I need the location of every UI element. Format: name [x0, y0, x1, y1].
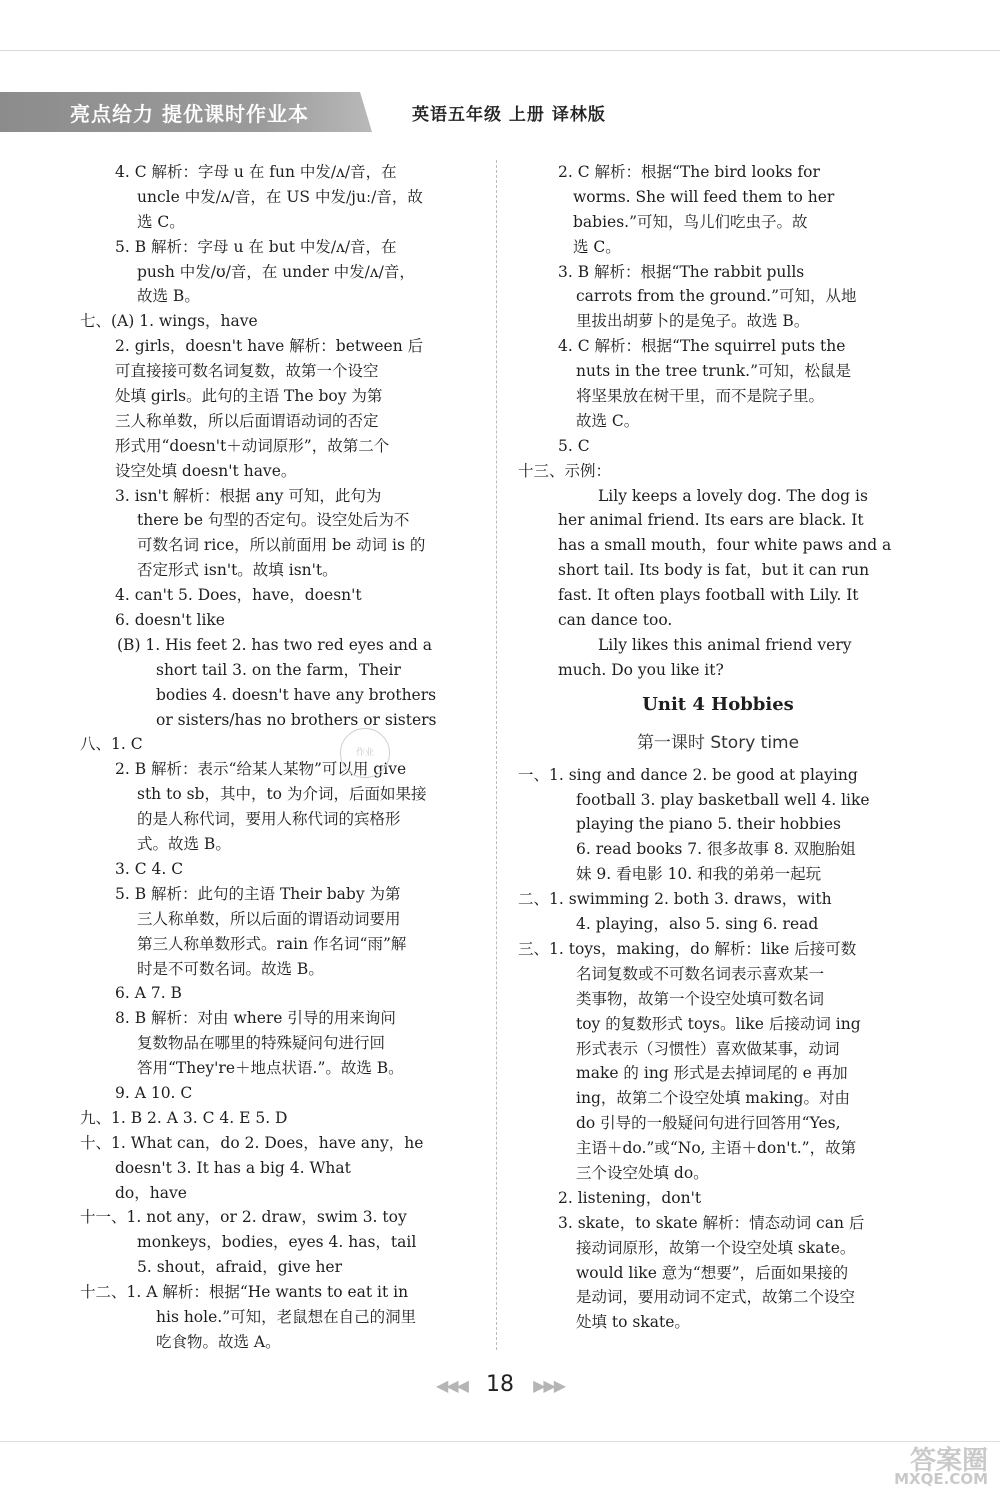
answer-line: football 3. play basketball well 4. like — [576, 790, 870, 809]
answer-line: 第三人称单数形式。rain 作名词“雨”解 — [137, 934, 407, 953]
page-header — [0, 92, 1000, 132]
answer-line: 形式表示（习惯性）喜欢做某事，动词 — [576, 1039, 840, 1058]
answer-line: 三、1. toys，making，do 解析：like 后接可数 — [518, 939, 857, 958]
answer-line: 设空处填 doesn't have。 — [115, 461, 297, 480]
site-watermark — [820, 1440, 1000, 1491]
answer-line: 七、(A) 1. wings，have — [80, 312, 258, 331]
answer-line: 9. A 10. C — [115, 1083, 193, 1102]
answer-line: fast. It often plays football with Lily. It — [558, 586, 859, 605]
answer-line: sth to sb，其中，to 为介词，后面如果接 — [137, 785, 427, 804]
answer-line: 5. C — [558, 436, 590, 455]
answer-line: 十、1. What can，do 2. Does，have any，he — [80, 1133, 424, 1152]
right-column — [518, 160, 918, 1335]
answer-line: playing the piano 5. their hobbies — [576, 815, 841, 834]
right-column-answers — [518, 160, 918, 683]
answer-line: do 引导的一般疑问句进行回答用“Yes, — [576, 1114, 841, 1133]
answer-line: Lily keeps a lovely dog. The dog is — [598, 486, 868, 505]
answer-line: 三人称单数，所以后面的谓语动词要用 — [137, 909, 401, 928]
answer-line: 5. B 解析：字母 u 在 but 中发/ʌ/音，在 — [115, 237, 397, 256]
next-arrows-icon: ▶▶▶ — [533, 1376, 565, 1395]
answer-line: 类事物，故第一个设空处填可数名词 — [576, 989, 825, 1008]
unit-title: Unit 4 Hobbies — [642, 693, 794, 715]
answer-line: worms. She will feed them to her — [573, 187, 835, 206]
answer-line: 复数物品在哪里的特殊疑问句进行回 — [137, 1034, 386, 1053]
answer-line: 否定形式 isn't。故填 isn't。 — [137, 561, 338, 580]
answer-line: push 中发/ʊ/音，在 under 中发/ʌ/音， — [137, 262, 415, 281]
unit4-answers — [518, 763, 918, 1335]
lesson-title: 第一课时 Story time — [636, 732, 800, 753]
answer-line: 主语＋do.”或“No, 主语＋don't.”，故第 — [576, 1139, 857, 1158]
answer-line: 十三、示例： — [518, 461, 612, 480]
answer-line: 5. shout，afraid，give her — [137, 1258, 343, 1277]
left-column — [80, 160, 480, 1355]
answer-line: her animal friend. Its ears are black. It — [558, 511, 864, 530]
answer-line: bodies 4. doesn't have any brothers — [156, 685, 437, 704]
answer-line: do，have — [115, 1183, 187, 1202]
answer-line: doesn't 3. It has a big 4. What — [115, 1158, 351, 1177]
answer-line: 4. can't 5. Does，have，doesn't — [115, 586, 362, 605]
answer-line: make 的 ing 形式是去掉词尾的 e 再加 — [576, 1064, 848, 1083]
answer-line: 三个设空处填 do。 — [576, 1163, 709, 1182]
answer-line: 形式用“doesn't＋动词原形”，故第二个 — [115, 436, 390, 455]
answer-line: 2. C 解析：根据“The bird looks for — [558, 163, 820, 181]
answer-line: 的是人称代词，要用人称代词的宾格形 — [137, 810, 401, 829]
answer-line: would like 意为“想要”，后面如果接的 — [576, 1263, 849, 1282]
answer-line: 故选 C。 — [576, 411, 640, 430]
answer-line: 接动词原形，故第一个设空处填 skate。 — [576, 1238, 856, 1257]
stamp-mark: 作业 — [340, 728, 390, 778]
answer-line: 八、1. C — [80, 735, 143, 754]
answer-line: 2. girls，doesn't have 解析：between 后 — [115, 337, 424, 356]
column-divider — [496, 160, 498, 1350]
answer-line: babies.”可知，鸟儿们吃虫子。故 — [573, 212, 808, 231]
answer-line: 3. skate，to skate 解析：情态动词 can 后 — [558, 1213, 865, 1232]
answer-line: 名词复数或不可数名词表示喜欢某一 — [576, 964, 825, 983]
answer-line: 2. B 解析：表示“给某人某物”可以用 give — [115, 760, 407, 779]
answer-line: 二、1. swimming 2. both 3. draws，with — [518, 890, 832, 909]
answer-line: (B) 1. His feet 2. has two red eyes and a — [117, 635, 433, 654]
answer-line: 选 C。 — [573, 237, 621, 256]
answer-line: Lily likes this animal friend very — [598, 635, 852, 654]
book-subtitle: 英语五年级 上册 译林版 — [412, 105, 606, 125]
answer-line: 里拔出胡萝卜的是兔子。故选 B。 — [576, 312, 810, 331]
answer-line: carrots from the ground.”可知，从地 — [576, 287, 857, 306]
answer-line: 是动词，要用动词不定式，故第二个设空 — [576, 1288, 856, 1307]
answer-line: nuts in the tree trunk.”可知，松鼠是 — [576, 362, 852, 381]
book-title: 亮点给力 提优课时作业本 — [70, 102, 309, 126]
answer-line: 3. C 4. C — [115, 859, 184, 878]
answer-line: 将坚果放在树干里，而不是院子里。 — [576, 387, 825, 406]
answer-line: his hole.”可知，老鼠想在自己的洞里 — [156, 1307, 417, 1326]
answer-line: short tail. Its body is fat，but it can run — [558, 561, 870, 580]
answer-line: 处填 to skate。 — [576, 1313, 690, 1332]
answer-line: monkeys，bodies，eyes 4. has，tail — [137, 1233, 417, 1252]
answer-line: uncle 中发/ʌ/音，在 US 中发/juː/音，故 — [137, 187, 423, 206]
answer-line: 3. isn't 解析：根据 any 可知，此句为 — [115, 486, 382, 505]
answer-line: 故选 B。 — [137, 287, 200, 306]
answer-line: 妹 9. 看电影 10. 和我的弟弟一起玩 — [576, 865, 822, 884]
answer-line: 2. listening，don't — [558, 1188, 702, 1207]
answer-line: or sisters/has no brothers or sisters — [156, 710, 437, 729]
answer-line: 6. A 7. B — [115, 984, 182, 1003]
answer-line: 6. doesn't like — [115, 611, 225, 630]
page-footer — [0, 1372, 1000, 1402]
answer-line: 时是不可数名词。故选 B。 — [137, 959, 324, 978]
answer-line: 3. B 解析：根据“The rabbit pulls — [558, 262, 805, 281]
page-number: 18 — [486, 1372, 514, 1397]
answer-line: 可直接接可数名词复数，故第一个设空 — [115, 362, 379, 381]
watermark-url: MXQE.COM — [894, 1470, 988, 1488]
answer-line: 十一、1. not any，or 2. draw，swim 3. toy — [80, 1208, 407, 1227]
answer-line: 式。故选 B。 — [137, 835, 231, 854]
answer-line: 可数名词 rice，所以前面用 be 动词 is 的 — [137, 536, 426, 555]
answer-line: 处填 girls。此句的主语 The boy 为第 — [115, 387, 383, 406]
answer-line: 三人称单数，所以后面谓语动词的否定 — [115, 411, 379, 430]
answer-line: 4. C 解析：字母 u 在 fun 中发/ʌ/音，在 — [115, 163, 397, 181]
answer-line: 4. C 解析：根据“The squirrel puts the — [558, 337, 846, 356]
answer-line: 九、1. B 2. A 3. C 4. E 5. D — [80, 1108, 288, 1127]
answer-line: 4. playing，also 5. sing 6. read — [576, 915, 819, 934]
answer-line: 吃食物。故选 A。 — [156, 1332, 281, 1351]
answer-line: short tail 3. on the farm，Their — [156, 660, 401, 679]
answer-line: toy 的复数形式 toys。like 后接动词 ing — [576, 1014, 861, 1033]
answer-line: 一、1. sing and dance 2. be good at playing — [518, 765, 858, 784]
prev-arrows-icon: ◀◀◀ — [435, 1376, 467, 1395]
answer-line: 十二、1. A 解析：根据“He wants to eat it in — [80, 1283, 409, 1302]
watermark-logo: 答案圈 — [909, 1446, 988, 1476]
answer-line: ing，故第二个设空处填 making。对由 — [576, 1089, 850, 1108]
answer-line: 6. read books 7. 很多故事 8. 双胞胎姐 — [576, 840, 856, 859]
answer-line: 答用“They're＋地点状语.”。故选 B。 — [137, 1059, 404, 1078]
answer-line: can dance too. — [558, 611, 673, 630]
answer-line: there be 句型的否定句。设空处后为不 — [137, 511, 410, 530]
answer-line: 选 C。 — [137, 212, 185, 231]
answer-line: 5. B 解析：此句的主语 Their baby 为第 — [115, 884, 401, 903]
answer-line: 8. B 解析：对由 where 引导的用来询问 — [115, 1009, 396, 1028]
answer-line: has a small mouth，four white paws and a — [558, 536, 892, 555]
answer-line: much. Do you like it? — [558, 660, 724, 679]
top-rule — [0, 50, 1000, 51]
